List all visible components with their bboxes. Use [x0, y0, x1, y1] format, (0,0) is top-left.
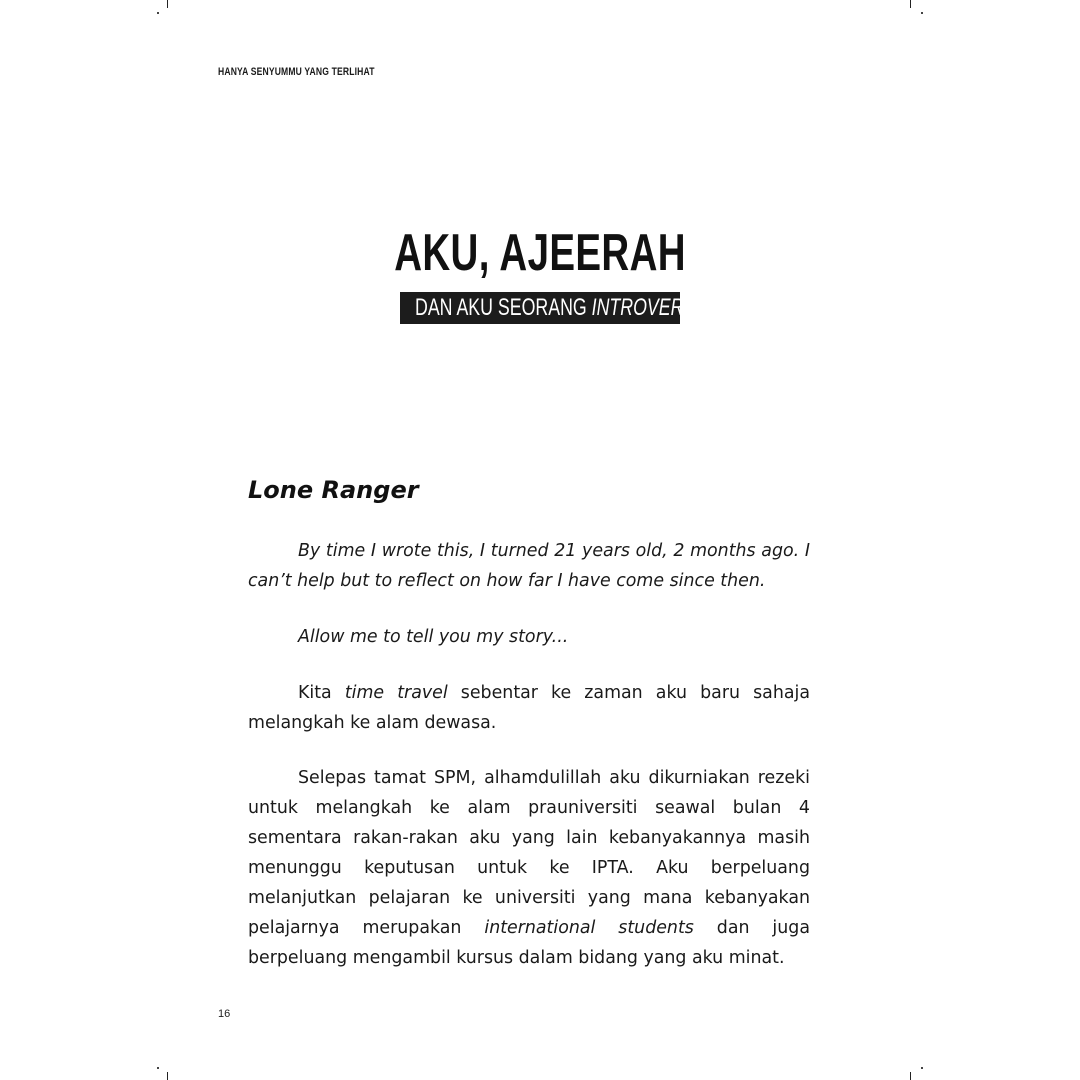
- crop-mark-top-right: [910, 0, 911, 8]
- running-header: HANYA SENYUMMU YANG TERLIHAT: [218, 66, 375, 78]
- chapter-subtitle: [0, 292, 1080, 324]
- crop-mark-top-left: [167, 0, 168, 8]
- subtitle-plain: DAN AKU SEORANG: [415, 294, 592, 321]
- paragraph-4-text-b: dan juga berpeluang mengambil kursus dalam bidang yang aku minat.: [248, 918, 810, 968]
- paragraph-3: [248, 678, 810, 738]
- crop-mark-bottom-left-dot: [157, 1067, 159, 1069]
- paragraph-3-text-a: Kita: [298, 683, 345, 703]
- body-text: [248, 536, 810, 999]
- crop-mark-bottom-left: [167, 1072, 168, 1080]
- paragraph-1: By time I wrote this, I turned 21 years old, 2 months ago. I can’t help but to reflect on how far I have come since then.: [248, 541, 810, 591]
- crop-mark-bottom-right: [910, 1072, 911, 1080]
- subtitle-italic: INTROVERT: [591, 294, 694, 321]
- paragraph-3-emphasis: time travel: [344, 683, 448, 703]
- chapter-title: [0, 222, 1080, 284]
- section-heading: Lone Ranger: [248, 476, 419, 504]
- crop-mark-top-left-dot: [157, 12, 159, 14]
- crop-mark-top-right-dot: [921, 12, 923, 14]
- paragraph-4-emphasis: international students: [484, 918, 694, 938]
- chapter-title-text: AKU, AJEERAH: [394, 224, 686, 282]
- paragraph-4: [248, 763, 810, 973]
- paragraph-4-text-a: Selepas tamat SPM, alhamdulillah aku dikurniakan rezeki untuk melangkah ke alam prauniversiti seawal bulan 4 sementara rakan-rakan aku yang lain kebanyakannya masih menunggu keputusan untuk ke IPTA. Aku berpeluang melanjutkan pelajaran ke universiti yang mana kebanyakan pelajarnya merupakan: [248, 768, 810, 938]
- paragraph-2: Allow me to tell you my story...: [298, 627, 569, 647]
- chapter-subtitle-box: [400, 292, 694, 324]
- page-number: 16: [218, 1008, 231, 1020]
- crop-mark-bottom-right-dot: [921, 1067, 923, 1069]
- chapter-subtitle-text: [415, 292, 694, 324]
- paragraph-3-text-b: sebentar ke zaman aku baru sahaja melangkah ke alam dewasa.: [248, 683, 810, 733]
